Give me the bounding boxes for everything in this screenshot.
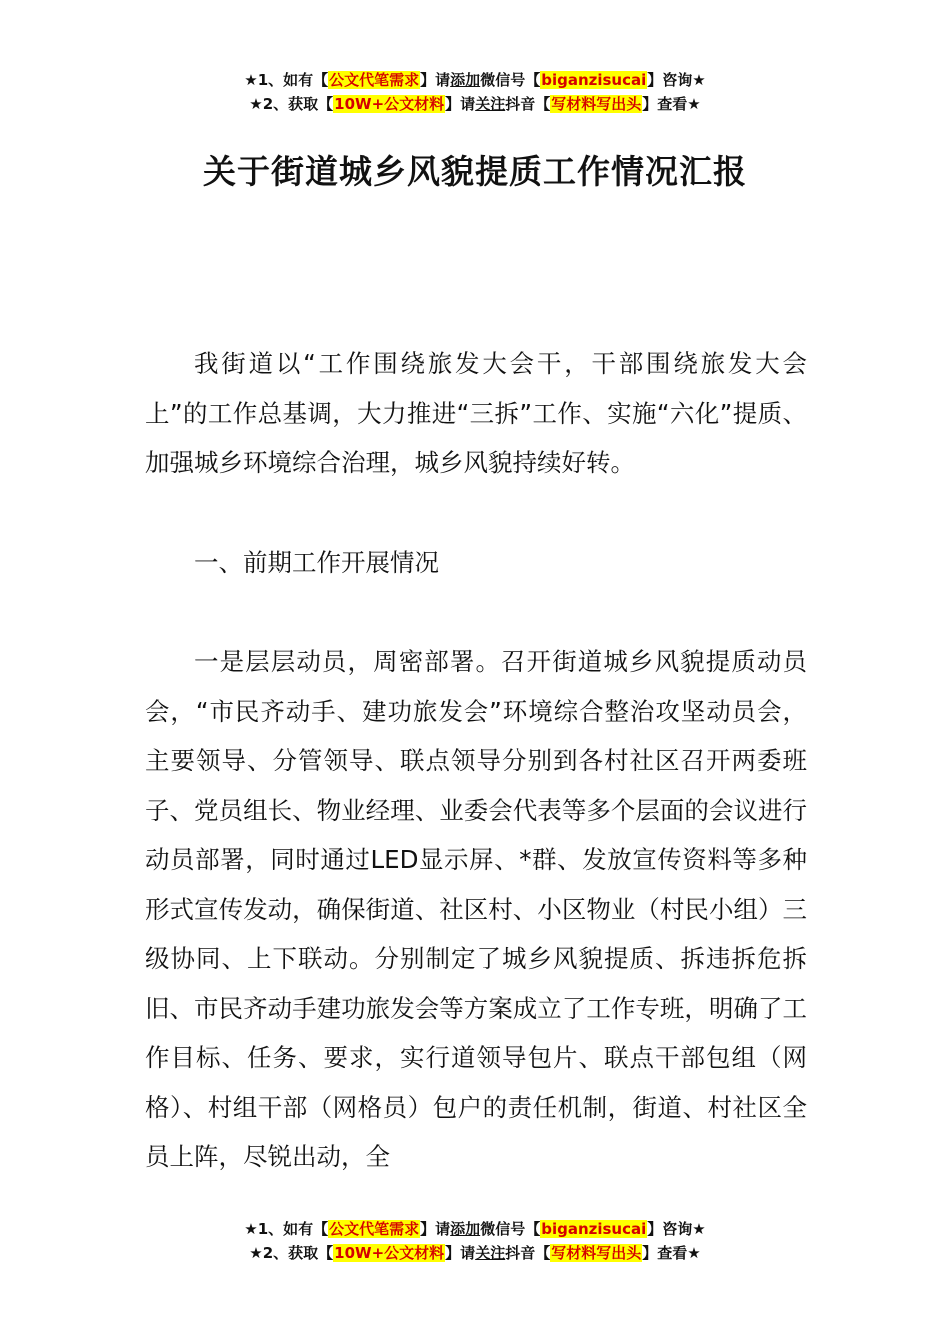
paragraph-intro: 我街道以“工作围绕旅发大会干，干部围绕旅发大会上”的工作总基调，大力推进“三拆”工作、实施“六化”提质、加强城乡环境综合治理，城乡风貌持续好转。 (145, 349, 807, 477)
paragraph-gap (145, 488, 807, 538)
section-heading: 一、前期工作开展情况 (194, 547, 439, 577)
banner-line-2: ★2、获取【10W+公文材料】请关注抖音【写材料写出头】查看★ (249, 95, 701, 113)
highlight-service: 公文代笔需求 (329, 1220, 420, 1238)
highlight-materials: 10W+公文材料 (334, 95, 445, 113)
header-banner (0, 68, 950, 116)
star-icon: ★ (244, 1220, 258, 1238)
star-icon: ★ (692, 1220, 706, 1238)
star-icon: ★ (692, 71, 706, 89)
footer-banner (0, 1217, 950, 1265)
star-icon: ★ (244, 71, 258, 89)
star-icon: ★ (249, 1244, 263, 1262)
document-body (145, 339, 807, 1182)
underlined-word: 添加 (450, 71, 481, 89)
highlight-douyin: 写材料写出头 (551, 1244, 642, 1262)
highlight-materials: 10W+公文材料 (334, 1244, 445, 1262)
highlight-douyin: 写材料写出头 (551, 95, 642, 113)
star-icon: ★ (687, 1244, 701, 1262)
paragraph-gap (145, 587, 807, 637)
underlined-word: 关注 (475, 95, 506, 113)
banner-line-1: ★1、如有【公文代笔需求】请添加微信号【biganzisucai】咨询★ (244, 1220, 706, 1238)
paragraph-mobilization: 一是层层动员，周密部署。召开街道城乡风貌提质动员会，“市民齐动手、建功旅发会”环境综合整治攻坚动员会，主要领导、分管领导、联点领导分别到各村社区召开两委班子、党员组长、物业经理、业委会代表等多个层面的会议进行动员部署，同时通过LED显示屏、*群、发放宣传资料等多种形式宣传发动，确保街道、社区村、小区物业（村民小组）三级协同、上下联动。分别制定了城乡风貌提质、拆违拆危拆旧、市民齐动手建功旅发会等方案成立了工作专班，明确了工作目标、任务、要求，实行道领导包片、联点干部包组（网格）、村组干部（网格员）包户的责任机制，街道、村社区全员上阵，尽锐出动，全 (145, 647, 807, 1171)
banner-line-2: ★2、获取【10W+公文材料】请关注抖音【写材料写出头】查看★ (249, 1244, 701, 1262)
underlined-word: 添加 (450, 1220, 481, 1238)
highlight-wechat-id: biganzisucai (541, 71, 647, 89)
highlight-wechat-id: biganzisucai (541, 1220, 647, 1238)
underlined-word: 关注 (475, 1244, 506, 1262)
document-title: 关于街道城乡风貌提质工作情况汇报 (203, 152, 747, 191)
star-icon: ★ (687, 95, 701, 113)
highlight-service: 公文代笔需求 (329, 71, 420, 89)
banner-line-1: ★1、如有【公文代笔需求】请添加微信号【biganzisucai】咨询★ (244, 71, 706, 89)
star-icon: ★ (249, 95, 263, 113)
